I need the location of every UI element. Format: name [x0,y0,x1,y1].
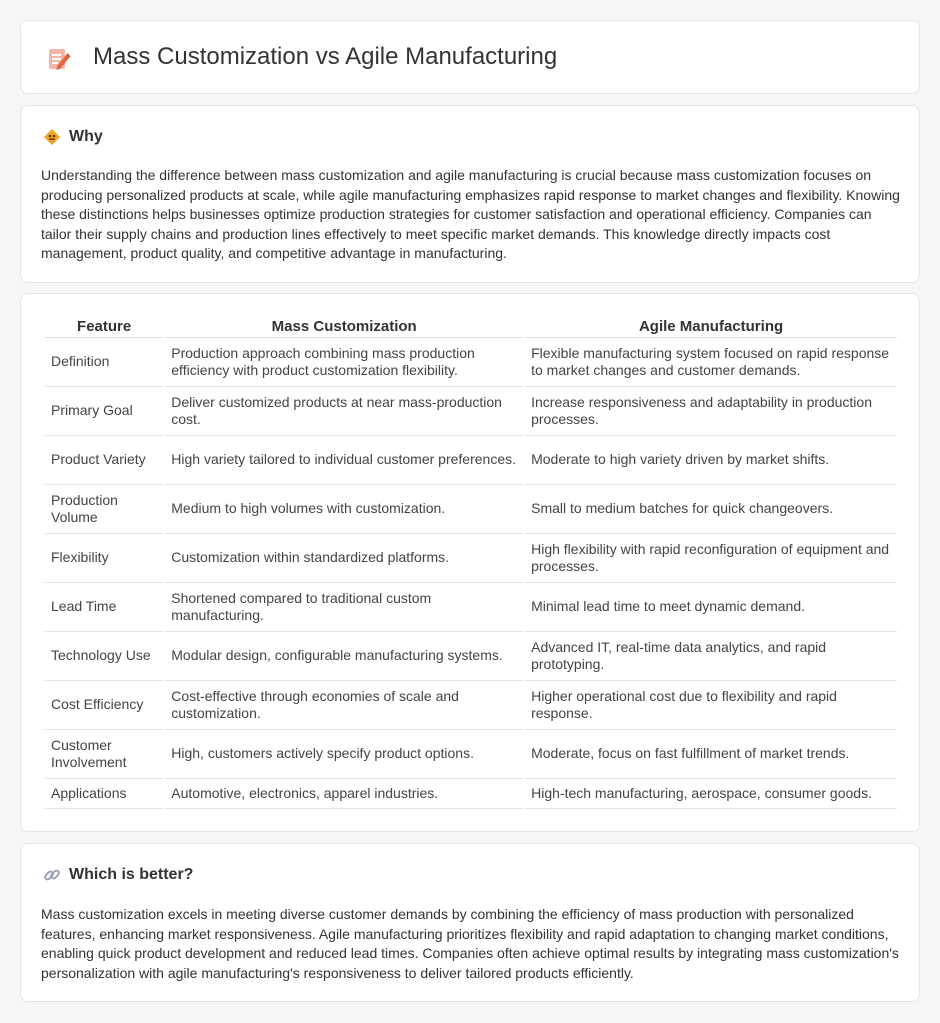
table-row [45,534,897,583]
feature-cell: Technology Use [45,632,163,681]
table-row [45,436,897,485]
agile-manufacturing-cell: High flexibility with rapid reconfiguration of equipment and processes. [525,534,897,583]
document-pencil-icon [47,46,71,72]
agile-manufacturing-cell: Moderate, focus on fast fulfillment of market trends. [525,730,897,779]
agile-manufacturing-cell: Advanced IT, real-time data analytics, and rapid prototyping. [525,632,897,681]
agile-manufacturing-cell: Small to medium batches for quick changeovers. [525,485,897,534]
title-card [20,20,920,94]
mass-customization-cell: Customization within standardized platforms. [165,534,523,583]
mass-customization-cell: High, customers actively specify product options. [165,730,523,779]
mass-customization-cell: High variety tailored to individual customer preferences. [165,436,523,485]
agile-manufacturing-cell: High-tech manufacturing, aerospace, consumer goods. [525,779,897,809]
comparison-section [20,293,920,832]
mass-customization-cell: Medium to high volumes with customization. [165,485,523,534]
page-title: Mass Customization vs Agile Manufacturing [93,43,558,70]
feature-cell: Flexibility [45,534,163,583]
why-text: Understanding the difference between mass customization and agile manufacturing is crucial because mass customization focuses on producing personalized products at scale, while agile manufacturing emphasizes rapid response to market changes and flexibility. Knowing these distinctions helps businesses optimize production strategies for customer satisfaction and operational efficiency. Companies can tailor their supply chains and production lines effectively to meet specific market demands. This knowledge directly impacts cost management, product quality, and competitive advantage in manufacturing. [41,167,900,261]
why-section [20,105,920,283]
table-row [45,583,897,632]
better-text: Mass customization excels in meeting diverse customer demands by combining the efficiency of mass production with personalized features, enhancing market responsiveness. Agile manufacturing prioritizes flexibility and rapid adaptation to changing market conditions, enabling quick product development and reduced lead times. Companies often achieve optimal results by integrating mass customization's personalization with agile manufacturing's responsiveness to deliver tailored products efficiently. [41,906,899,981]
mass-customization-cell: Automotive, electronics, apparel industries. [165,779,523,809]
mass-customization-cell: Deliver customized products at near mass-production cost. [165,387,523,436]
feature-cell: Production Volume [45,485,163,534]
table-row [45,632,897,681]
agile-manufacturing-cell: Increase responsiveness and adaptability in production processes. [525,387,897,436]
why-heading: Why [69,128,103,145]
feature-cell: Applications [45,779,163,809]
header-feature: Feature [45,316,163,338]
agile-manufacturing-cell: Moderate to high variety driven by market shifts. [525,436,897,485]
feature-cell: Product Variety [45,436,163,485]
mass-customization-cell: Production approach combining mass production efficiency with product customization flexibility. [165,338,523,387]
mass-customization-cell: Cost-effective through economies of scale and customization. [165,681,523,730]
table-row [45,779,897,809]
mass-customization-cell: Modular design, configurable manufacturing systems. [165,632,523,681]
table-header-row [45,316,897,338]
comparison-table [43,316,899,809]
agile-manufacturing-cell: Flexible manufacturing system focused on rapid response to market changes and customer demands. [525,338,897,387]
link-icon [43,866,61,884]
header-mass-customization: Mass Customization [165,316,523,338]
table-row [45,485,897,534]
agile-manufacturing-cell: Higher operational cost due to flexibility and rapid response. [525,681,897,730]
feature-cell: Definition [45,338,163,387]
better-header [43,866,193,884]
header-agile-manufacturing: Agile Manufacturing [525,316,897,338]
which-is-better-section [20,843,920,1002]
agile-manufacturing-cell: Minimal lead time to meet dynamic demand. [525,583,897,632]
why-header [43,128,103,146]
feature-cell: Cost Efficiency [45,681,163,730]
table-row [45,387,897,436]
mass-customization-cell: Shortened compared to traditional custom manufacturing. [165,583,523,632]
table-row [45,730,897,779]
feature-cell: Primary Goal [45,387,163,436]
feature-cell: Customer Involvement [45,730,163,779]
table-row [45,338,897,387]
feature-cell: Lead Time [45,583,163,632]
table-row [45,681,897,730]
diamond-sign-icon [43,128,61,146]
better-heading: Which is better? [69,866,194,883]
